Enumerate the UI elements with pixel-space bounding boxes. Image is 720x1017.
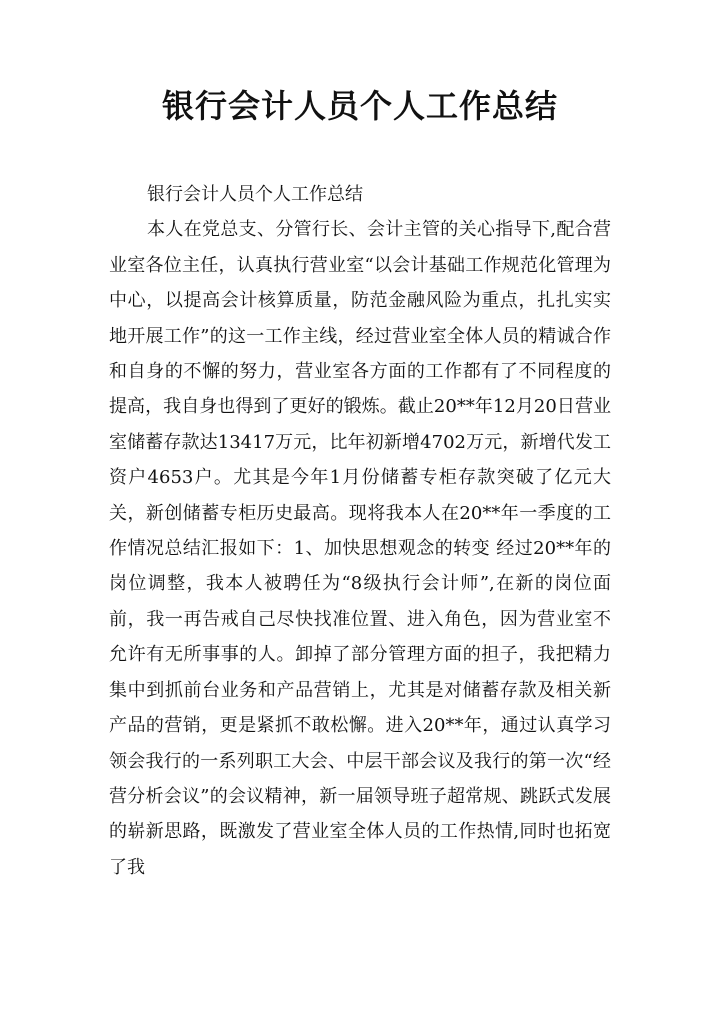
body-paragraph: 本人在党总支、分管行长、会计主管的关心指导下,配合营业室各位主任，认真执行营业室“以会计基础工作规范化管理为中心，以提高会计核算质量，防范金融风险为重点，扎扎实实地开展工作”的这一工作主线，经过营业室全体人员的精诚合作和自身的不懈的努力，营业室各方面的工作都有了不同程度的提高，我自身也得到了更好的锻炼。截止20**年12月20日营业室储蓄存款达13417万元，比年初新增4702万元，新增代发工资户4653户。尤其是今年1月份储蓄专柜存款突破了亿元大关，新创储蓄专柜历史最高。现将我本人在20**年一季度的工作情况总结汇报如下：1、加快思想观念的转变 经过20**年的岗位调整，我本人被聘任为“8级执行会计师”,在新的岗位面前，我一再告戒自己尽快找准位置、进入角色，因为营业室不允许有无所事事的人。卸掉了部分管理方面的担子，我把精力集中到抓前台业务和产品营销上，尤其是对储蓄存款及相关新产品的营销，更是紧抓不敢松懈。进入20**年，通过认真学习领会我行的一系列职工大会、中层干部会议及我行的第一次“经营分析会议”的会议精神，新一届领导班子超常规、跳跃式发展的崭新思路，既激发了营业室全体人员的工作热情,同时也拓宽了我 [109, 219, 611, 878]
document-title: 银行会计人员个人工作总结 [161, 87, 558, 125]
document-body [109, 177, 611, 885]
document-subtitle: 银行会计人员个人工作总结 [147, 184, 363, 205]
